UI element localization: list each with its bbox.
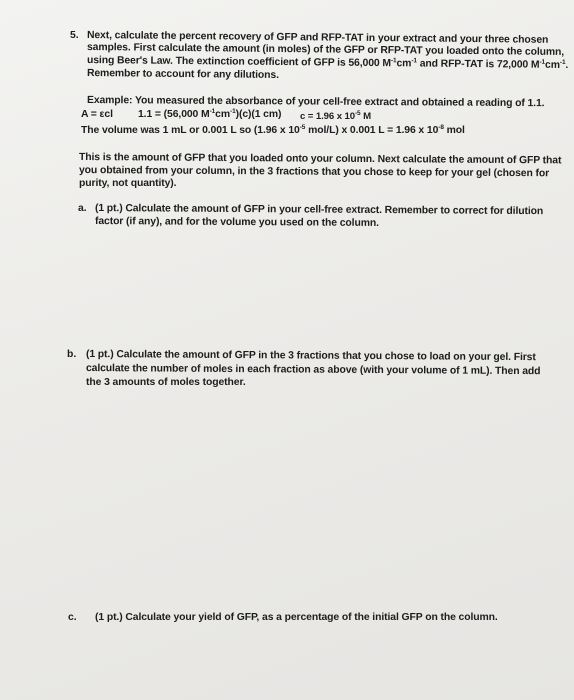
part-b-label: b.: [67, 349, 77, 360]
part-a-label: a.: [78, 203, 87, 214]
beer-law: A = εcl: [81, 109, 113, 120]
part-a-line-1: (1 pt.) Calculate the amount of GFP in your cell-free extract. Remember to correct for dilution: [94, 203, 544, 218]
part-c-label: c.: [68, 612, 77, 623]
example-equation: 1.1 = (56,000 $M^{-1}cm^{-1})(c)(1$ cm): [138, 108, 282, 120]
para-line-2: you obtained from your column, in the 3 fractions that you chose to keep for your gel (chosen for: [78, 165, 550, 180]
para-line-1: This is the amount of GFP that you loaded onto your column. Next calculate the amount of GFP that: [78, 152, 562, 167]
example-concentration: c = 1.96 x $10^{-5}$ M: [300, 110, 372, 122]
q5-line-1: Next, calculate the percent recovery of GFP and RFP-TAT in your extract and your three chosen: [86, 30, 549, 46]
example-volume: The volume was 1 mL or 0.001 L so (1.96 x $10^{-5}$ mol/L) x 0.001 L = 1.96 x $10^{-8}$ mol: [81, 124, 465, 136]
part-c-line-1: (1 pt.) Calculate your yield of GFP, as a percentage of the initial GFP on the column.: [95, 612, 498, 623]
part-b-line-1: (1 pt.) Calculate the amount of GFP in the 3 fractions that you chose to load on your gel. First: [85, 349, 536, 364]
part-a-line-2: factor (if any), and for the volume you used on the column.: [94, 216, 379, 229]
part-b-line-3: the 3 amounts of moles together.: [86, 377, 246, 388]
q5-line-2: samples. First calculate the amount (in moles) of the GFP or RFP-TAT you loaded onto the column,: [86, 42, 565, 58]
question-number: 5.: [70, 30, 79, 41]
example-intro: Example: You measured the absorbance of your cell-free extract and obtained a reading of 1.1.: [86, 95, 545, 110]
para-line-3: purity, not quantity).: [79, 178, 177, 189]
q5-line-4: Remember to account for any dilutions.: [86, 68, 279, 82]
part-b-line-2: calculate the number of moles in each fraction as above (with your volume of 1 mL). Then add: [85, 363, 541, 378]
q5-line-3: using Beer's Law. The extinction coefficient of GFP is 56,000 $M^{-1}cm^{-1}$ and RFP-TAT is 72,000 $M^{-1}cm^{-1}$.: [86, 55, 569, 72]
